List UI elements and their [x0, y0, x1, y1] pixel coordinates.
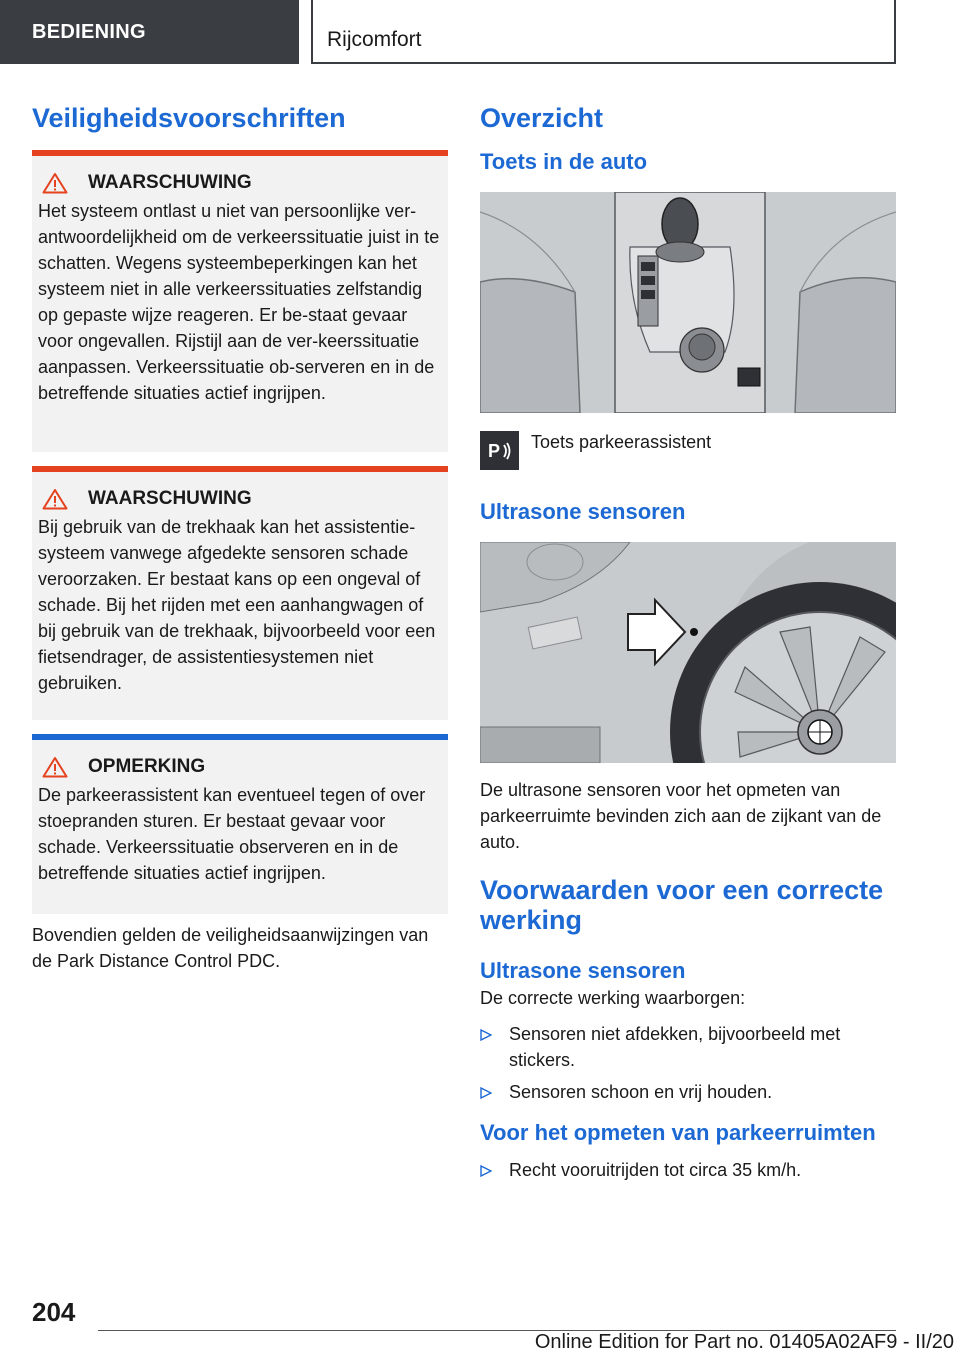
sensor-checklist [480, 1021, 896, 1105]
list-item [480, 1157, 896, 1183]
warning-label: WAARSCHUWING [88, 488, 252, 509]
right-column [480, 100, 896, 1189]
sensor-description: De ultrasone sensoren voor het opmeten van parkeerruimte bevinden zich aan de zijkant van de auto. [480, 780, 882, 852]
heading-overview: Overzicht [480, 103, 604, 133]
warning-triangle-icon [42, 488, 68, 510]
warning-text: Het systeem ontlast u niet van persoonlijke ver-antwoordelijkheid om de verkeerssituatie juist in te schatten. Wegens systeembeperkingen kan het systeem niet in alle verkeerssituaties zelfstandig op gepaste wijze reageren. Er be-staat gevaar voor ongevallen. Rijstijl aan de ver-keerssituatie aanpassen. Verkeerssituatie ob-serveren en in de betreffende situaties actief ingrijpen. [38, 201, 440, 403]
triangle-bullet-icon [480, 1087, 492, 1099]
subheading-sensors-2: Ultrasone sensoren [480, 958, 686, 983]
chapter-title: Rijcomfort [311, 0, 896, 64]
left-column [32, 100, 448, 974]
page-number: 204 [32, 1297, 76, 1327]
warning-triangle-icon [42, 172, 68, 194]
triangle-bullet-icon [480, 1165, 492, 1177]
svg-text:P: P [487, 440, 500, 461]
legend-label: Toets parkeerassistent [531, 432, 712, 452]
list-item [480, 1021, 896, 1073]
heading-safety: Veiligheidsvoorschriften [32, 103, 346, 133]
note-text: De parkeerassistent kan eventueel tegen of over stoepranden sturen. Er bestaat gevaar voor schade. Verkeerssituatie observeren en in de betreffende situaties actief ingrijpen. [38, 785, 426, 883]
subheading-button: Toets in de auto [480, 149, 648, 174]
triangle-bullet-icon [480, 1029, 492, 1041]
parking-assistant-icon [480, 431, 519, 470]
measuring-checklist [480, 1157, 896, 1183]
legend-row [480, 431, 896, 470]
sensors-intro: De correcte werking waarborgen: [480, 988, 746, 1008]
list-item-text: Sensoren niet afdekken, bijvoorbeeld met stickers. [509, 1024, 841, 1070]
sensor-location-image [480, 542, 896, 763]
center-console-image [480, 192, 896, 413]
warning-box-1 [32, 150, 448, 452]
section-tab: BEDIENING [0, 0, 299, 64]
warning-text: Bij gebruik van de trekhaak kan het assistentie-systeem vanwege afgedekte sensoren schade veroorzaken. Er bestaat kans op een ongeval of schade. Bij het rijden met een aanhangwagen of bij gebruik van de trekhaak, bijvoorbeeld voor een fietsendrager, de assistentiesystemen niet gebruiken. [38, 517, 436, 693]
subheading-sensors: Ultrasone sensoren [480, 499, 686, 524]
pdc-note: Bovendien gelden de veiligheidsaanwijzingen van de Park Distance Control PDC. [32, 925, 429, 971]
list-item-text: Sensoren schoon en vrij houden. [509, 1082, 773, 1102]
edition-footer: Online Edition for Part no. 01405A02AF9 - II/20 [534, 1331, 954, 1353]
warning-bar [32, 466, 448, 472]
warning-label: WAARSCHUWING [88, 172, 252, 193]
warning-bar [32, 150, 448, 156]
list-item-text: Recht vooruitrijden tot circa 35 km/h. [509, 1160, 802, 1180]
heading-conditions: Voorwaarden voor een correcte werking [480, 875, 884, 935]
subheading-measuring: Voor het opmeten van parkeerruimten [480, 1120, 876, 1145]
note-bar [32, 734, 448, 740]
warning-triangle-icon [42, 756, 68, 778]
list-item [480, 1079, 896, 1105]
note-box [32, 734, 448, 914]
note-label: OPMERKING [88, 756, 206, 777]
warning-box-2 [32, 466, 448, 720]
